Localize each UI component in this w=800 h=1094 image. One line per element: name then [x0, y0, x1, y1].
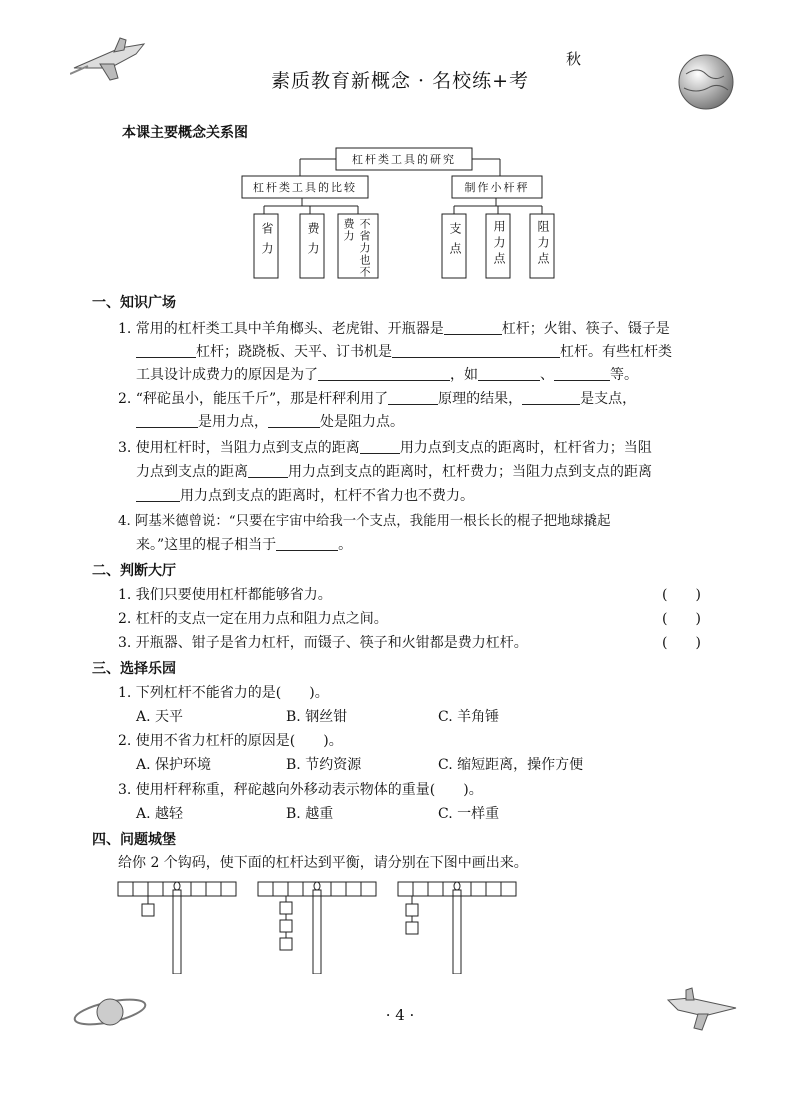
question-line: 4. 阿基米德曾说：“只要在宇宙中给我一个支点，我能用一根长长的棍子把地球撬起	[118, 514, 611, 529]
question-line: 工具设计成费力的原因是为了 ，如 、 等。	[136, 367, 638, 383]
lever-diagram-3[interactable]	[396, 874, 526, 974]
question-line: 1. 常用的杠杆类工具中羊角榔头、老虎钳、开瓶器是 杠杆；火钳、筷子、镊子是	[118, 321, 670, 337]
concept-branch-right-label: 制作小杆秤	[464, 181, 530, 194]
concept-leaf: 支点	[448, 222, 462, 262]
question-line: 3. 使用杠杆时，当阻力点到支点的距离 用力点到支点的距离时，杠杆省力；当阻	[118, 440, 652, 456]
concept-leaf: 阻力点	[536, 220, 550, 268]
space-shuttle-icon	[664, 986, 740, 1036]
question-line: 力点到支点的距离 用力点到支点的距离时，杠杆费力；当阻力点到支点的距离	[136, 464, 652, 480]
concept-leaf: 省力	[260, 222, 274, 262]
judge-item: 2. 杠杆的支点一定在用力点和阻力点之间。	[118, 611, 388, 627]
answer-blank[interactable]	[136, 487, 180, 502]
page-number: · 4 ·	[385, 1006, 415, 1024]
question-line: 来。”这里的棍子相当于 。	[136, 537, 353, 553]
judge-item: 1. 我们只要使用杠杆都能够省力。	[118, 587, 332, 603]
answer-blank[interactable]	[248, 463, 288, 478]
section-title: 四、问题城堡	[92, 832, 176, 848]
answer-blank[interactable]	[268, 413, 320, 428]
concept-leaf: 不省力也不费力	[342, 218, 371, 278]
question-line: 用力点到支点的距离时，杠杆不省力也不费力。	[136, 485, 474, 505]
instruction: 给你 2 个钩码，使下面的杠杆达到平衡，请分别在下图中画出来。	[118, 855, 528, 871]
answer-blank[interactable]	[522, 390, 580, 405]
choice-option[interactable]: A. 保护环境	[136, 757, 212, 773]
answer-blank[interactable]	[360, 439, 400, 454]
question-line: 杠杆；跷跷板、天平、订书机是 杠杆。有些杠杆类	[136, 341, 672, 361]
choice-option[interactable]: C. 羊角锤	[438, 709, 500, 725]
choice-stem: 1. 下列杠杆不能省力的是( )。	[118, 685, 329, 701]
season-label: 秋	[566, 50, 582, 68]
choice-option[interactable]: C. 缩短距离，操作方便	[438, 757, 584, 773]
concept-branch-left-label: 杠杆类工具的比较	[253, 181, 357, 194]
answer-blank[interactable]	[318, 366, 450, 381]
choice-stem: 3. 使用杆秤称重，秤砣越向外移动表示物体的重量( )。	[118, 782, 483, 798]
lever-diagram-1[interactable]	[116, 874, 246, 974]
question-line: 是用力点， 处是阻力点。	[136, 411, 404, 431]
choice-option[interactable]: A. 越轻	[136, 806, 184, 822]
judge-item: 3. 开瓶器、钳子是省力杠杆，而镊子、筷子和火钳都是费力杠杆。	[118, 635, 528, 651]
answer-blank[interactable]	[478, 366, 540, 381]
answer-blank[interactable]	[444, 320, 502, 335]
answer-blank[interactable]	[136, 343, 196, 358]
answer-blank[interactable]	[136, 413, 198, 428]
judge-answer-paren[interactable]: ( )	[662, 587, 701, 603]
choice-option[interactable]: A. 天平	[136, 709, 184, 725]
concept-root-label: 杠杆类工具的研究	[352, 153, 456, 166]
concept-leaf: 费力	[306, 222, 320, 262]
planet-icon	[70, 990, 150, 1034]
concept-map-heading: 本课主要概念关系图	[122, 125, 248, 141]
answer-blank[interactable]	[276, 536, 338, 551]
answer-blank[interactable]	[388, 390, 438, 405]
section-title: 一、知识广场	[92, 295, 176, 311]
section-title: 二、判断大厅	[92, 563, 176, 579]
answer-blank[interactable]	[554, 366, 610, 381]
question-line: 2. “秤砣虽小，能压千斤”，那是杆秤利用了 原理的结果， 是支点，	[118, 391, 637, 407]
choice-option[interactable]: B. 节约资源	[286, 757, 362, 773]
concept-leaf: 用力点	[492, 220, 506, 268]
judge-answer-paren[interactable]: ( )	[662, 635, 701, 651]
answer-blank[interactable]	[392, 343, 560, 358]
section-title: 三、选择乐园	[92, 661, 176, 677]
choice-option[interactable]: B. 越重	[286, 806, 334, 822]
choice-option[interactable]: C. 一样重	[438, 806, 500, 822]
judge-answer-paren[interactable]: ( )	[662, 611, 701, 627]
lever-diagram-2[interactable]	[256, 874, 386, 974]
choice-option[interactable]: B. 钢丝钳	[286, 709, 348, 725]
choice-stem: 2. 使用不省力杠杆的原因是( )。	[118, 733, 343, 749]
page-header-title: 素质教育新概念 · 名校练+考	[270, 70, 530, 92]
